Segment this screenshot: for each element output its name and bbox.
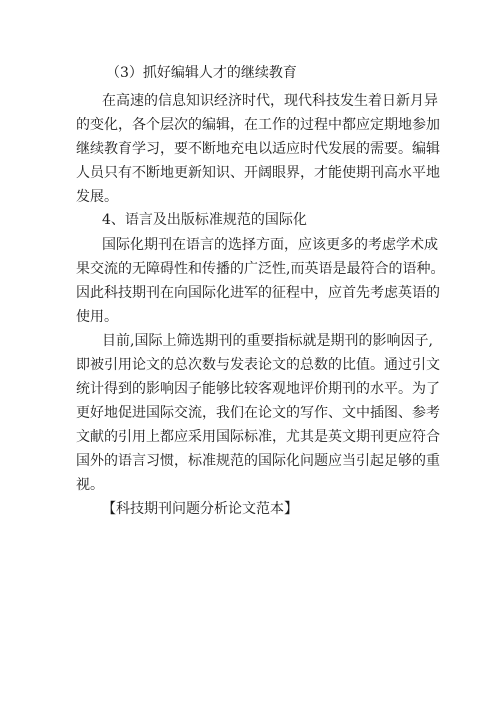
paragraph-line: 国外的语言习惯，标准规范的国际化问题应当引起足够的重 [76,453,440,469]
subheading: （3）抓好编辑人才的继续教育 [106,65,297,81]
paragraph-line: 国际化期刊在语言的选择方面，应该更多的考虑学术成 [102,237,438,253]
paragraph-line: 目前,国际上筛选期刊的重要指标就是期刊的影响因子, [102,333,433,349]
paragraph-line: 使用。 [76,309,118,325]
paragraph-line: 视。 [76,477,104,493]
paragraph-line: 即被引用论文的总次数与发表论文的总数的比值。通过引文 [76,357,440,373]
paragraph-line: 在高速的信息知识经济时代，现代科技发生着日新月异 [102,93,438,109]
paragraph-line: 统计得到的影响因子能够比较客观地评价期刊的水平。为了 [76,381,440,397]
paragraph-line: 的变化，各个层次的编辑，在工作的过程中都应定期地参加 [76,117,440,133]
paragraph-line: 更好地促进国际交流，我们在论文的写作、文中插图、参考 [76,405,440,421]
paragraph-line: 因此科技期刊在向国际化进军的征程中，应首先考虑英语的 [76,285,440,301]
paragraph-line: 人员只有不断地更新知识、开阔眼界，才能使期刊高水平地 [76,165,440,181]
subheading: 4、语言及出版标准规范的国际化 [102,212,307,228]
document-footer-title: 【科技期刊问题分析论文范本】 [102,501,298,517]
paragraph-line: 果交流的无障碍性和传播的广泛性,而英语是最符合的语种。 [76,261,445,277]
paragraph-line: 发展。 [76,189,118,205]
paragraph-line: 继续教育学习，要不断地充电以适应时代发展的需要。编辑 [76,141,440,157]
paragraph-line: 文献的引用上都应采用国际标准，尤其是英文期刊更应符合 [76,429,440,445]
